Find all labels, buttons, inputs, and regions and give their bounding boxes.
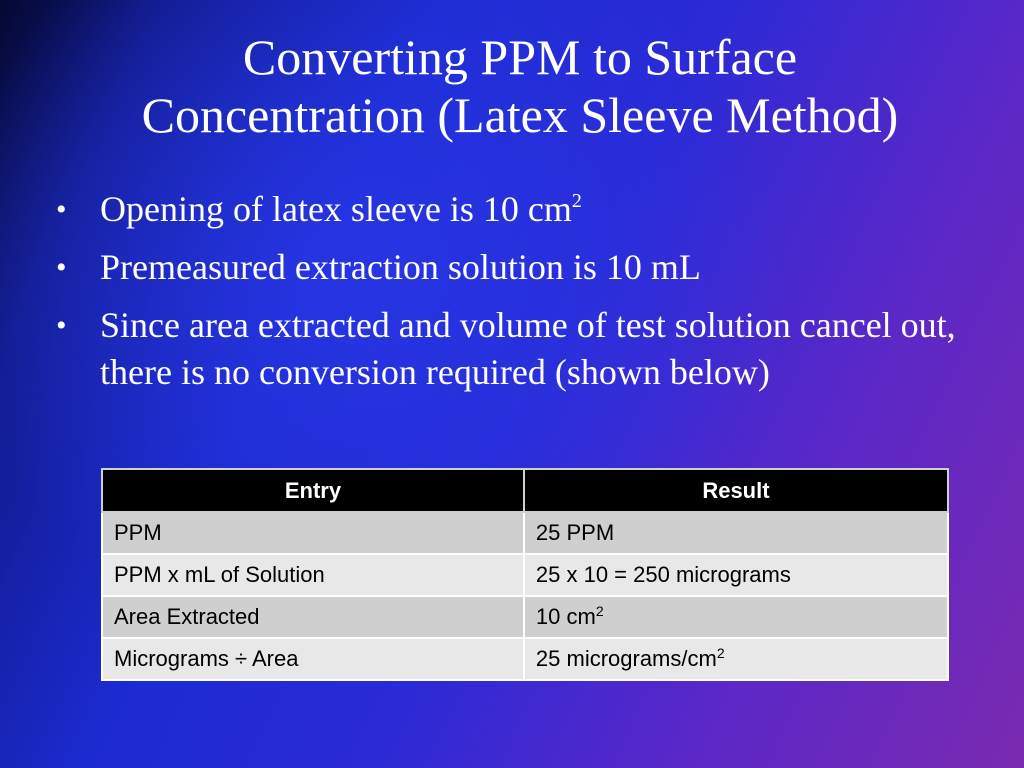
bullet-icon: • bbox=[56, 309, 67, 342]
table-row bbox=[102, 554, 948, 596]
conversion-table bbox=[101, 468, 949, 681]
entry-cell: PPM x mL of Solution bbox=[102, 554, 524, 596]
superscript: 2 bbox=[571, 190, 582, 212]
entry-cell: Micrograms ÷ Area bbox=[102, 638, 524, 680]
result-text: 25 x 10 = 250 micrograms bbox=[535, 562, 791, 587]
superscript: 2 bbox=[716, 645, 725, 661]
table-row bbox=[102, 512, 948, 554]
result-cell bbox=[524, 596, 948, 638]
bullet-item bbox=[56, 244, 956, 291]
bullet-text: Since area extracted and volume of test solution cancel out, there is no conversion required (shown below) bbox=[100, 305, 956, 392]
result-text: 25 micrograms/cm bbox=[535, 646, 717, 671]
bullet-text: Premeasured extraction solution is 10 mL bbox=[100, 247, 701, 287]
column-header-entry: Entry bbox=[102, 469, 524, 512]
result-cell bbox=[524, 554, 948, 596]
superscript: 2 bbox=[595, 603, 604, 619]
bullet-text: Opening of latex sleeve is 10 cm bbox=[100, 189, 572, 229]
table-row bbox=[102, 638, 948, 680]
bullet-item bbox=[56, 186, 956, 233]
result-text: 10 cm bbox=[535, 604, 596, 629]
result-cell bbox=[524, 638, 948, 680]
column-header-result: Result bbox=[524, 469, 948, 512]
slide-title bbox=[40, 28, 1000, 144]
table-row bbox=[102, 596, 948, 638]
table-header-row bbox=[102, 469, 948, 512]
title-line-1: Converting PPM to Surface bbox=[242, 29, 798, 85]
bullet-icon: • bbox=[56, 193, 67, 226]
entry-cell: Area Extracted bbox=[102, 596, 524, 638]
bullet-icon: • bbox=[56, 251, 67, 284]
title-line-2: Concentration (Latex Sleeve Method) bbox=[141, 87, 899, 143]
entry-cell: PPM bbox=[102, 512, 524, 554]
bullet-list bbox=[56, 186, 956, 407]
result-cell bbox=[524, 512, 948, 554]
bullet-item bbox=[56, 302, 956, 396]
result-text: 25 PPM bbox=[535, 520, 615, 545]
